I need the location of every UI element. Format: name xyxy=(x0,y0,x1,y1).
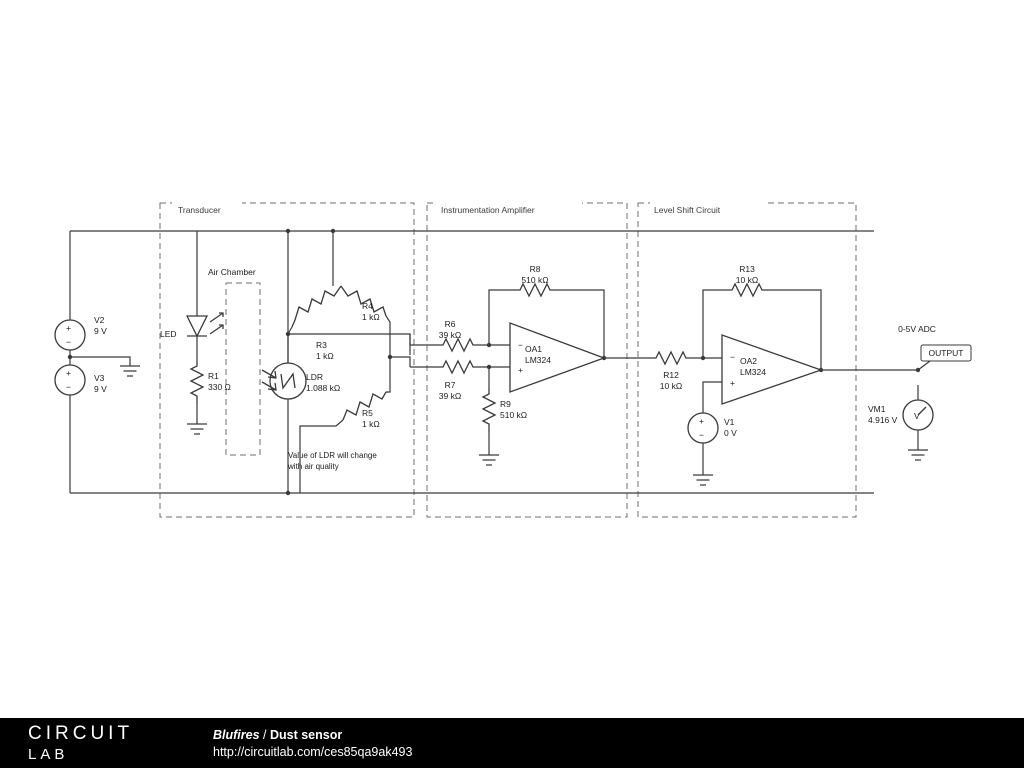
v1-plus-sign: + xyxy=(699,416,704,426)
led-arrow-1 xyxy=(210,313,223,322)
r4-name: R4 xyxy=(362,301,373,311)
r13-symbol xyxy=(726,284,768,296)
ground-symbol-r9 xyxy=(479,455,499,465)
circuitlab-logo xyxy=(28,723,133,763)
node-dot-a xyxy=(286,332,290,336)
r6-value: 39 kΩ xyxy=(438,330,462,340)
wire-nodeB-r5 xyxy=(386,357,390,392)
ground-symbol-mid xyxy=(120,366,140,376)
v3-plus-sign: + xyxy=(66,368,71,378)
v3-minus-sign: − xyxy=(66,382,71,392)
r7-value: 39 kΩ xyxy=(438,391,462,401)
r13-name: R13 xyxy=(739,264,755,274)
oa1-minus-sign: − xyxy=(518,340,523,350)
r1-value: 330 Ω xyxy=(208,382,231,392)
oa2-plus-sign: + xyxy=(730,378,735,388)
led-symbol xyxy=(187,316,207,336)
output-label: OUTPUT xyxy=(928,348,964,358)
ground-symbol-vm1 xyxy=(908,450,928,460)
r8-symbol xyxy=(514,284,556,296)
logo-text-circuit: CIRCUIT xyxy=(28,723,134,744)
ldr-arrow-1 xyxy=(262,370,276,378)
ldr-note-line1: Value of LDR will change xyxy=(288,451,377,460)
r9-value: 510 kΩ xyxy=(500,410,528,420)
air-chamber-box xyxy=(226,283,260,455)
section-box-transducer xyxy=(160,203,414,517)
logo-text-lab: LAB xyxy=(28,746,69,763)
r6-name: R6 xyxy=(444,319,456,329)
r12-name: R12 xyxy=(663,370,679,380)
oa2-value: LM324 xyxy=(740,367,766,377)
node-dot-bottom-ldr xyxy=(286,491,290,495)
vm1-name: VM1 xyxy=(868,404,886,414)
wire-r8-output xyxy=(556,290,604,358)
wire-output-flag-stem xyxy=(918,361,930,370)
ldr-note-line2: with air quality xyxy=(288,462,339,471)
r4-value: 1 kΩ xyxy=(362,312,380,322)
r12-value: 10 kΩ xyxy=(659,381,683,391)
v3-name: V3 xyxy=(94,373,105,383)
r12-symbol xyxy=(650,352,692,364)
wire-r13-out xyxy=(768,290,821,370)
v3-value: 9 V xyxy=(94,384,107,394)
oa2-name: OA2 xyxy=(740,356,758,366)
v2-minus-sign: − xyxy=(66,337,71,347)
r1-symbol xyxy=(191,360,203,404)
v1-value: 0 V xyxy=(724,428,737,438)
voltmeter-symbol-letter: V xyxy=(914,411,920,421)
r7-name: R7 xyxy=(444,380,456,390)
r3-value: 1 kΩ xyxy=(316,351,334,361)
r3-name: R3 xyxy=(316,340,327,350)
ldr-arrow-2 xyxy=(262,382,276,390)
v1-minus-sign: − xyxy=(699,430,704,440)
section-label-transducer: Transducer xyxy=(178,205,221,215)
node-dot-top-ldr xyxy=(286,229,290,233)
ldr-value: 1.088 kΩ xyxy=(306,383,341,393)
ldr-name: LDR xyxy=(306,372,324,382)
r5-name: R5 xyxy=(362,408,373,418)
ground-symbol-led xyxy=(187,424,207,434)
ldr-zigzag xyxy=(281,374,295,388)
footer-separator: / xyxy=(259,728,270,742)
footer-url[interactable]: http://circuitlab.com/ces85qa9ak493 xyxy=(213,745,413,759)
led-arrow-2 xyxy=(210,325,223,334)
r9-name: R9 xyxy=(500,399,511,409)
wire-mid-to-ground xyxy=(70,357,130,366)
r6-symbol xyxy=(437,339,479,351)
led-label: LED xyxy=(160,329,177,339)
r9-symbol xyxy=(483,388,495,432)
r8-name: R8 xyxy=(529,264,541,274)
r8-value: 510 kΩ xyxy=(521,275,549,285)
vm1-value: 4.916 V xyxy=(868,415,898,425)
wire-oa2-plus-v1 xyxy=(703,382,722,413)
footer-bar xyxy=(0,718,1024,768)
r7-symbol xyxy=(437,361,479,373)
oa1-plus-sign: + xyxy=(518,365,523,375)
footer-meta xyxy=(213,728,412,759)
v2-plus-sign: + xyxy=(66,323,71,333)
wire-nodeB-out xyxy=(390,357,410,367)
r13-value: 10 kΩ xyxy=(735,275,759,285)
r1-name: R1 xyxy=(208,371,219,381)
footer-username: Blufires xyxy=(213,728,260,742)
wire-node-a-out xyxy=(288,334,410,355)
section-label-level-shift: Level Shift Circuit xyxy=(654,205,721,215)
opamp-oa2-symbol xyxy=(722,335,821,404)
v2-value: 9 V xyxy=(94,326,107,336)
r5-value: 1 kΩ xyxy=(362,419,380,429)
node-dot-bridge-top xyxy=(331,229,335,233)
footer-project-title: Dust sensor xyxy=(269,728,343,742)
oa2-minus-sign: − xyxy=(730,352,735,362)
section-label-instrumentation-amplifier: Instrumentation Amplifier xyxy=(441,205,535,215)
oa1-value: LM324 xyxy=(525,355,551,365)
wire-r4-to-nodeB xyxy=(386,316,390,357)
ground-symbol-v1 xyxy=(693,475,713,485)
air-chamber-label: Air Chamber xyxy=(208,267,256,277)
oa1-name: OA1 xyxy=(525,344,543,354)
v2-name: V2 xyxy=(94,315,105,325)
adc-label: 0-5V ADC xyxy=(898,324,936,334)
r3-symbol xyxy=(292,286,341,327)
v1-name: V1 xyxy=(724,417,735,427)
